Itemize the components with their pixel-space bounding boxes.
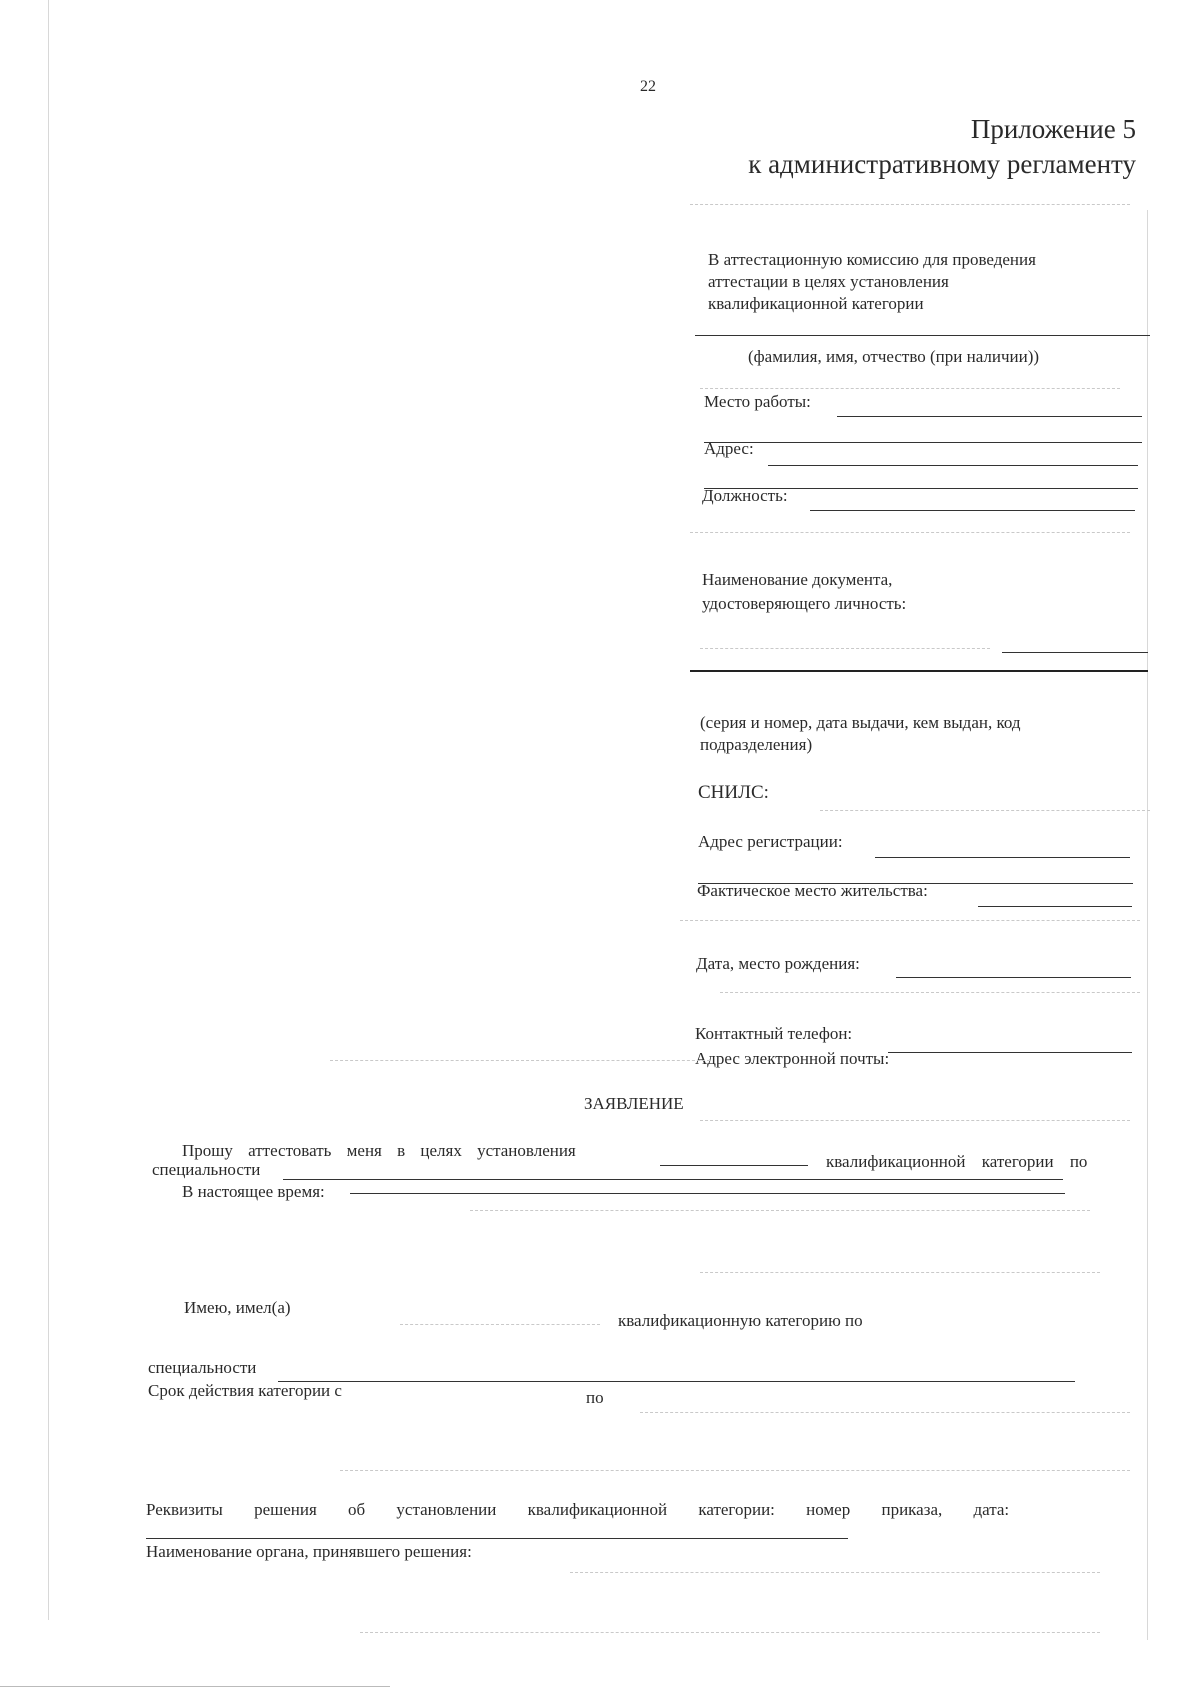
appendix-title: Приложение 5: [970, 114, 1136, 144]
scan-artifact: [340, 1470, 1130, 1471]
address-label: Адрес:: [704, 439, 754, 458]
phone-line: [888, 1052, 1132, 1053]
addressee-line-3: квалификационной категории: [708, 294, 924, 313]
scan-artifact: [330, 1060, 710, 1061]
scan-artifact: [470, 1210, 1090, 1211]
fio-line: [695, 335, 1150, 336]
id-document-line-short: [1002, 652, 1148, 653]
bottom-scan-edge: [0, 1686, 390, 1687]
email-label: Адрес электронной почты:: [695, 1049, 890, 1068]
addressee-line-2: аттестации в целях установления: [708, 272, 949, 291]
validity-to-label: по: [586, 1388, 604, 1407]
id-caption-2: подразделения): [700, 735, 813, 754]
id-caption-1: (серия и номер, дата выдачи, кем выдан, код: [700, 713, 1021, 732]
request-text-1: Прошу аттестовать меня в целях установления: [182, 1141, 576, 1160]
validity-from-label: Срок действия категории с: [148, 1381, 342, 1400]
request-text-2: квалификационной категории по: [826, 1152, 1088, 1171]
decision-details-label: Реквизиты решения об установлении квалификационной категории: номер приказа, дата:: [146, 1500, 1010, 1519]
fio-caption: (фамилия, имя, отчество (при наличии)): [748, 347, 1040, 366]
authority-label: Наименование органа, принявшего решения:: [146, 1542, 472, 1561]
scan-artifact: [820, 810, 1150, 811]
specialty-line-1: [283, 1179, 1063, 1180]
position-line: [810, 510, 1135, 511]
scan-artifact: [400, 1324, 600, 1325]
scan-artifact: [700, 1120, 1130, 1121]
currently-label: В настоящее время:: [182, 1182, 325, 1201]
scan-artifact: [680, 920, 1140, 921]
decision-details-line: [146, 1538, 848, 1539]
reg-address-line: [875, 857, 1130, 858]
page-number: 22: [640, 78, 656, 95]
addressee-line-1: В аттестационную комиссию для проведения: [708, 250, 1036, 269]
specialty-label-2: специальности: [148, 1358, 257, 1377]
phone-label: Контактный телефон:: [695, 1024, 853, 1043]
id-document-line: [690, 670, 1148, 672]
scan-artifact: [360, 1632, 1100, 1633]
address-line: [768, 465, 1138, 466]
scan-artifact: [690, 532, 1130, 533]
statement-heading: ЗАЯВЛЕНИЕ: [584, 1094, 684, 1113]
specialty-line-2: [278, 1381, 1075, 1382]
position-label: Должность:: [702, 486, 788, 505]
birth-label: Дата, место рождения:: [696, 954, 860, 973]
scan-artifact: [570, 1572, 1100, 1573]
actual-residence-line: [978, 906, 1132, 907]
category-by-label: квалификационную категорию по: [618, 1311, 863, 1330]
workplace-label: Место работы:: [704, 392, 811, 411]
scan-artifact: [640, 1412, 1130, 1413]
have-had-label: Имею, имел(а): [184, 1298, 291, 1317]
scan-artifact: [700, 648, 990, 649]
id-document-label-2: удостоверяющего личность:: [702, 594, 907, 613]
left-scan-edge: [48, 0, 49, 1620]
category-blank-line: [660, 1165, 808, 1166]
workplace-line: [837, 416, 1142, 417]
currently-line: [350, 1193, 1065, 1194]
actual-residence-label: Фактическое место жительства:: [697, 881, 928, 900]
id-document-label-1: Наименование документа,: [702, 570, 893, 589]
appendix-subtitle: к административному регламенту: [748, 149, 1136, 179]
specialty-label-1: специальности: [152, 1160, 261, 1179]
workplace-line-2: [704, 442, 1142, 443]
scan-artifact: [700, 388, 1120, 389]
birth-line: [896, 977, 1131, 978]
scan-artifact: [720, 992, 1140, 993]
reg-address-label: Адрес регистрации:: [698, 832, 843, 851]
scan-artifact: [700, 1272, 1100, 1273]
snils-label: СНИЛС:: [698, 782, 769, 803]
scan-artifact: [690, 204, 1130, 205]
right-scan-edge: [1147, 210, 1148, 1640]
